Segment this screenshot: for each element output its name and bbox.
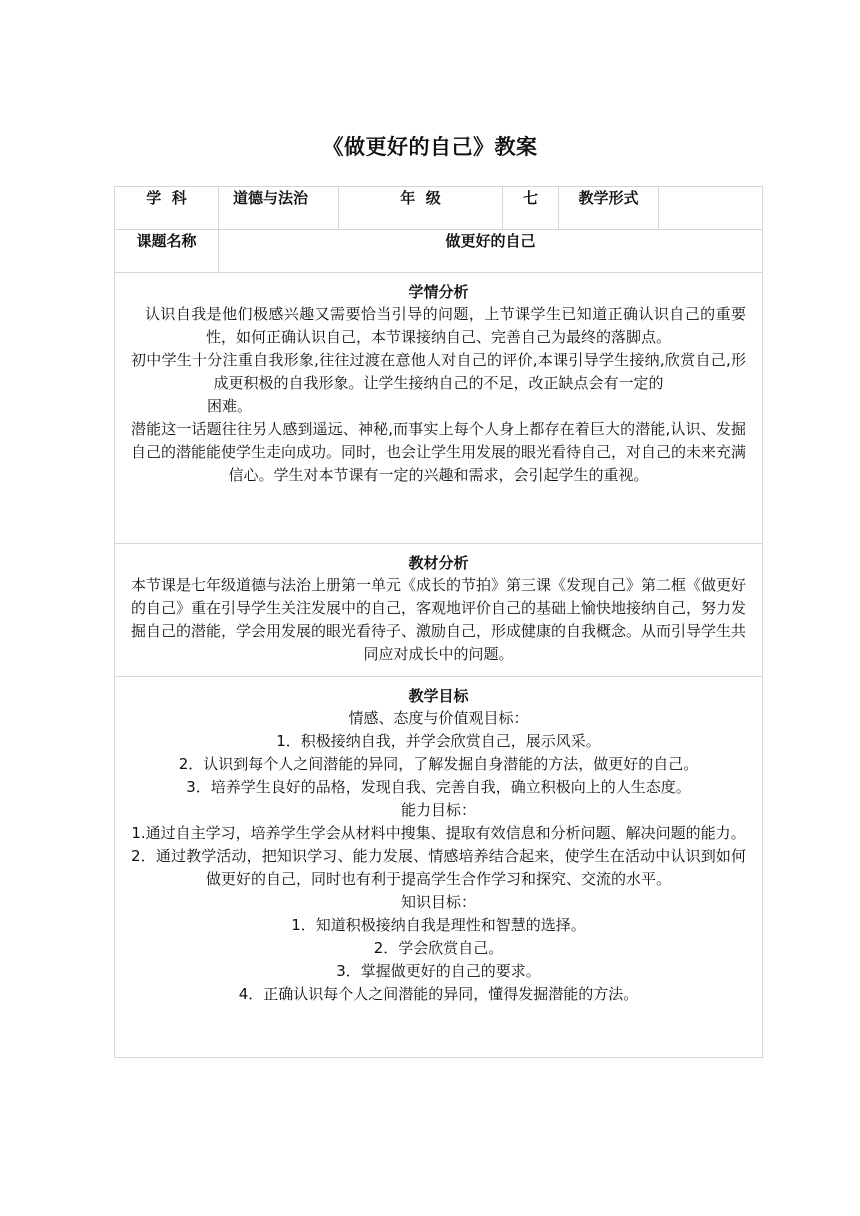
material-analysis-para: 本节课是七年级道德与法治上册第一单元《成长的节拍》第三课《发现自己》第二框《做更好的自己》重在引导学生关注发展中的自己，客观地评价自己的基础上愉快地接纳自己，努力发掘自己的潜能，学会用发展的眼光看待子、激励自己，形成健康的自我概念。从而引导学生共同应对成长中的问题。 [131,576,747,663]
material-analysis-heading: 教材分析 [408,554,469,572]
learning-analysis-para2a: 初中学生十分注重自我形象,往往过渡在意他人对自己的评价,本课引导学生接纳,欣赏自己,形成更积极的自我形象。让学生接纳自己的不足，改正缺点会有一定的 [131,351,746,392]
knowledge-goal-item: 4．正确认识每个人之间潜能的异同，懂得发掘潜能的方法。 [238,985,639,1003]
header-row [115,187,763,230]
teaching-form-label: 教学形式 [559,187,659,230]
grade-value: 七 [503,187,559,230]
document-title: 《做更好的自己》教案 [322,135,538,159]
teaching-goals-heading: 教学目标 [408,687,469,705]
learning-analysis-para2b: 困难。 [207,397,253,415]
emotion-goal-item: 2．认识到每个人之间潜能的异同，了解发掘自身潜能的方法，做更好的自己。 [178,755,699,773]
ability-goal-item: 1.通过自主学习，培养学生学会从材料中搜集、提取有效信息和分析问题、解决问题的能力。 [131,824,746,842]
learning-analysis-heading: 学情分析 [408,283,469,301]
learning-analysis-para3: 潜能这一话题往往另人感到遥远、神秘,而事实上每个人身上都存在着巨大的潜能,认识、发掘自己的潜能能使学生走向成功。同时，也会让学生用发展的眼光看待自己，对自己的未来充满信心。学生对本节课有一定的兴趣和需求，会引起学生的重视。 [131,420,747,484]
emotion-goals-heading: 情感、态度与价值观目标： [348,709,529,727]
material-analysis-section [115,544,763,677]
knowledge-goal-item: 3．掌握做更好的自己的要求。 [336,962,541,980]
topic-value: 做更好的自己 [219,230,763,273]
knowledge-goals-heading: 知识目标： [400,893,476,911]
subject-value: 道德与法治 [219,187,339,230]
knowledge-goal-item: 2．学会欣赏自己。 [373,939,504,957]
emotion-goal-item: 3．培养学生良好的品格，发现自我、完善自我，确立积极向上的人生态度。 [186,778,691,796]
grade-label: 年 级 [339,187,503,230]
ability-goal-item: 2．通过教学活动，把知识学习、能力发展、情感培养结合起来，使学生在活动中认识到如何做更好的自己，同时也有利于提高学生合作学习和探究、交流的水平。 [131,847,746,888]
ability-goals-heading: 能力目标： [400,801,476,819]
learning-analysis-row [115,273,763,544]
subject-label: 学 科 [115,187,219,230]
material-analysis-row [115,544,763,677]
teaching-goals-section [115,677,763,1058]
lesson-plan-table [114,186,763,1058]
topic-label: 课题名称 [115,230,219,273]
learning-analysis-section [115,273,763,544]
teaching-goals-row [115,677,763,1058]
teaching-form-value [659,187,763,230]
topic-row [115,230,763,273]
emotion-goal-item: 1．积极接纳自我，并学会欣赏自己，展示风采。 [276,732,601,750]
knowledge-goal-item: 1．知道积极接纳自我是理性和智慧的选择。 [291,916,586,934]
learning-analysis-para1: 认识自我是他们极感兴趣又需要恰当引导的问题，上节课学生已知道正确认识自己的重要性，如何正确认识自己，本节课接纳自己、完善自己为最终的落脚点。 [145,305,746,346]
